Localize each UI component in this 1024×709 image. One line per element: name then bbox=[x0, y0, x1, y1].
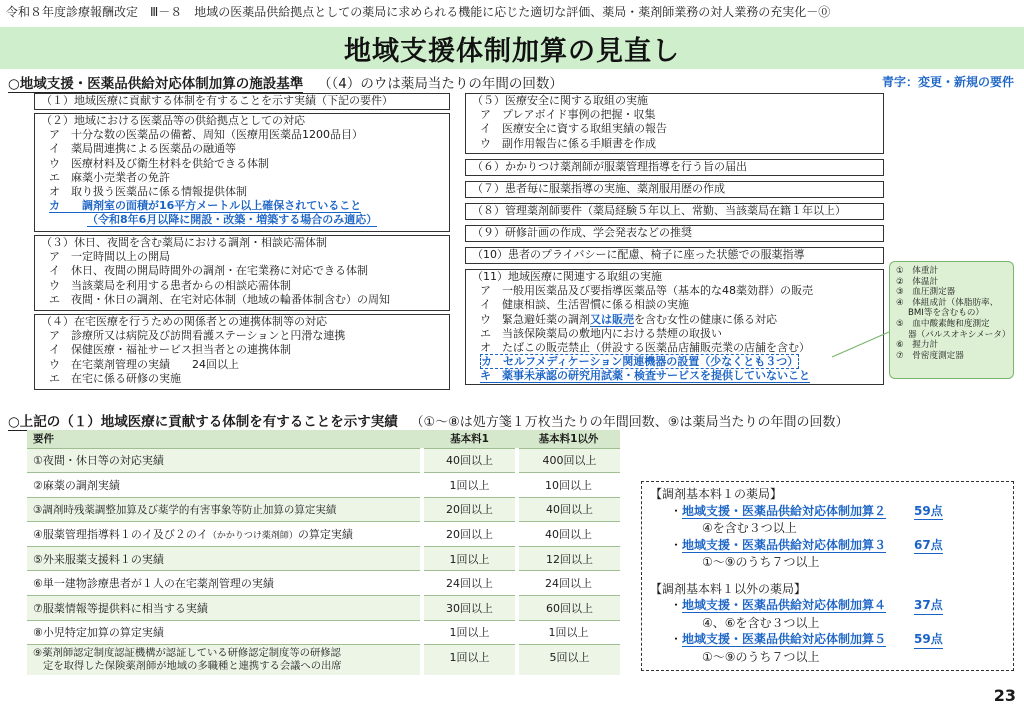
group2-item bbox=[650, 631, 1005, 649]
req1-line: （１）地域医療に貢献する体制を有することを示す実績（下記の要件） bbox=[41, 94, 393, 107]
row9-line1: ⑨薬剤師認定制度認証機構が認証している研修認定制度等の研修認 bbox=[33, 647, 341, 660]
table-cell-basic1: 20回以上 bbox=[422, 497, 517, 522]
section2-note: （①～⑧は処方箋１万枚当たりの年間回数、⑨は薬局当たりの年間の回数） bbox=[410, 415, 849, 430]
requirement-box-7 bbox=[465, 181, 884, 198]
table-row bbox=[27, 620, 620, 645]
row4-note: （かかりつけ薬剤師） bbox=[207, 531, 298, 542]
req4-item: イ 保健医療・福祉サービス担当者との連携体制 bbox=[49, 343, 291, 357]
req3-item: ウ 当該薬局を利用する患者からの相談応需体制 bbox=[49, 278, 291, 292]
table-row bbox=[27, 448, 620, 473]
equipment-item: ⑦ 骨密度測定器 bbox=[896, 350, 964, 361]
table-cell-req: ⑤外来服薬支援料１の実績 bbox=[27, 546, 422, 571]
addition-condition: ④を含む３つ以上 bbox=[702, 521, 797, 535]
requirement-box-4 bbox=[34, 314, 450, 390]
equipment-item: ① 体重計 bbox=[896, 266, 939, 276]
table-cell-req bbox=[27, 522, 422, 547]
page-title: 地域支援体制加算の見直し bbox=[344, 36, 680, 67]
addition-condition: ①～⑨のうち７つ以上 bbox=[702, 649, 820, 664]
table-cell-other: 10回以上 bbox=[517, 473, 620, 498]
req5-title: （５）医療安全に関する取組の実施 bbox=[472, 94, 648, 107]
addition-condition: ①～⑨のうち７つ以上 bbox=[702, 555, 820, 569]
req2-item-blue-note bbox=[35, 213, 449, 227]
addition-points: 59点 bbox=[914, 503, 943, 521]
req2-item: オ 取り扱う医薬品に係る情報提供体制 bbox=[49, 185, 247, 199]
requirement-box-6 bbox=[465, 159, 884, 176]
equipment-callout bbox=[889, 261, 1014, 379]
equipment-item: ⑥ 握力計 bbox=[896, 340, 939, 351]
req2-blue1: カ 調剤室の面積が16平方メートル以上確保されていること bbox=[49, 199, 362, 213]
addition-condition: ④、⑥を含む３つ以上 bbox=[702, 615, 820, 630]
req3-item: ア 一定時間以上の開局 bbox=[49, 250, 170, 264]
requirement-box-8 bbox=[465, 203, 884, 220]
table-row bbox=[27, 645, 620, 676]
req4-item: ウ 在宅薬剤管理の実績 24回以上 bbox=[49, 357, 239, 371]
req2-item: ウ 医療材料及び衛生材料を供給できる体制 bbox=[49, 156, 269, 170]
req11-ka-text: カ セルフメディケーション関連機器の設置（少なくとも３つ） bbox=[481, 355, 799, 369]
table-row bbox=[27, 473, 620, 498]
table-row bbox=[27, 546, 620, 571]
requirement-box-2 bbox=[34, 113, 450, 232]
section1-heading bbox=[8, 72, 563, 92]
table-cell-req: ⑥単一建物診療患者が１人の在宅薬剤管理の実績 bbox=[27, 571, 422, 596]
addition-name: 地域支援・医薬品供給対応体制加算４ bbox=[682, 598, 887, 612]
req5-item: イ 医療安全に資する取組実績の報告 bbox=[480, 122, 667, 136]
row4-tail: の算定実績 bbox=[297, 528, 353, 542]
blue-legend: 青字：変更・新規の要件 bbox=[881, 75, 1014, 89]
req10-line: （10）患者のプライバシーに配慮、椅子に座った状態での服薬指導 bbox=[472, 248, 805, 261]
table-cell-basic1: 1回以上 bbox=[422, 473, 517, 498]
table-cell-other: 40回以上 bbox=[517, 522, 620, 547]
req4-title: （４）在宅医療を行うための関係者との連携体制等の対応 bbox=[41, 315, 327, 328]
table-cell-req: ③調剤時残薬調整加算及び薬学的有害事象等防止加算の算定実績 bbox=[27, 497, 422, 522]
table-cell-other: 12回以上 bbox=[517, 546, 620, 571]
table-row bbox=[27, 522, 620, 547]
table-cell-req: ⑦服薬情報等提供料に相当する実績 bbox=[27, 596, 422, 621]
req11-u-pre: ウ 緊急避妊薬の調剤 bbox=[480, 312, 590, 326]
req9-line: （９）研修計画の作成、学会発表などの推奨 bbox=[472, 226, 692, 239]
requirement-box-5 bbox=[465, 93, 884, 154]
req3-item: イ 休日、夜間の開局時間外の調剤・在宅業務に対応できる体制 bbox=[49, 264, 368, 278]
req3-title: （３）休日、夜間を含む薬局における調剤・相談応需体制 bbox=[41, 236, 327, 249]
req4-item: ア 診療所又は病院及び訪問看護ステーションと円滑な連携 bbox=[49, 329, 346, 343]
req4-item: エ 在宅に係る研修の実施 bbox=[49, 371, 181, 385]
equipment-item: 器（パルスオキシメータ） bbox=[908, 329, 1011, 340]
addition-name: 地域支援・医薬品供給対応体制加算３ bbox=[682, 537, 887, 552]
group2-item bbox=[650, 597, 1005, 615]
req11-item-ka bbox=[466, 355, 883, 369]
group1-title: 【調剤基本料１の薬局】 bbox=[650, 487, 783, 501]
table-cell-other: 60回以上 bbox=[517, 596, 620, 621]
table-row bbox=[27, 596, 620, 621]
section1-heading-text: ○地域支援・医薬品供給対応体制加算の施設基準 bbox=[8, 76, 304, 92]
callout-line bbox=[832, 332, 889, 357]
req11-item-e: エ 当該保険薬局の敷地内における禁煙の取扱い bbox=[480, 326, 722, 340]
bullet: ・ bbox=[670, 537, 683, 552]
addition-points: 67点 bbox=[914, 537, 943, 555]
req11-title: （11）地域医療に関連する取組の実施 bbox=[472, 270, 662, 283]
req11-item-u bbox=[466, 313, 883, 327]
section1-note: （（4）のウは薬局当たりの年間の回数） bbox=[317, 76, 563, 92]
req2-item-blue bbox=[35, 199, 449, 213]
req2-title: （２）地域における医薬品等の供給拠点としての対応 bbox=[41, 114, 305, 127]
section2-heading bbox=[8, 410, 848, 430]
req11-u-post: を含む女性の健康に係る対応 bbox=[634, 312, 777, 326]
requirements-table bbox=[27, 430, 620, 675]
addition-points: 59点 bbox=[914, 631, 943, 649]
equipment-item: ④ 体組成計（体脂肪率、 bbox=[896, 297, 999, 308]
table-cell-basic1: 20回以上 bbox=[422, 522, 517, 547]
req7-line: （７）患者毎に服薬指導の実施、薬剤服用歴の作成 bbox=[472, 182, 725, 195]
table-cell-req bbox=[27, 645, 422, 676]
equipment-item: ③ 血圧測定器 bbox=[896, 287, 956, 298]
req2-item: ア 十分な数の医薬品の備蓄、周知（医療用医薬品1200品目） bbox=[49, 128, 363, 142]
req2-item: エ 麻薬小売業者の免許 bbox=[49, 170, 170, 184]
bullet: ・ bbox=[670, 598, 683, 612]
table-cell-basic1: 1回以上 bbox=[422, 645, 517, 676]
page-number: 23 bbox=[993, 686, 1016, 705]
requirement-box-10 bbox=[465, 247, 884, 264]
bullet: ・ bbox=[670, 503, 683, 518]
table-header-requirement: 要件 bbox=[27, 430, 422, 448]
table-cell-other: 400回以上 bbox=[517, 448, 620, 473]
table-cell-req: ①夜間・休日等の対応実績 bbox=[27, 448, 422, 473]
table-cell-basic1: 1回以上 bbox=[422, 546, 517, 571]
requirement-box-1 bbox=[34, 93, 450, 110]
req11-u-blue: 又は販売 bbox=[590, 312, 634, 326]
table-header-basic1: 基本料1 bbox=[422, 430, 517, 448]
group1-item bbox=[650, 537, 1005, 555]
table-cell-other: 1回以上 bbox=[517, 620, 620, 645]
requirement-box-9 bbox=[465, 225, 884, 242]
equipment-item: ② 体温計 bbox=[896, 276, 939, 287]
req11-item-ki bbox=[466, 369, 883, 383]
req11-item-o: オ たばこの販売禁止（併設する医薬品店舗販売業の店舗を含む） bbox=[480, 341, 810, 355]
section2-heading-text: ○上記の（１）地域医療に貢献する体制を有することを示す実績 bbox=[8, 414, 398, 430]
requirement-box-11 bbox=[465, 269, 884, 385]
equipment-item: BMI等を含むもの） bbox=[908, 308, 985, 319]
table-cell-other: 40回以上 bbox=[517, 497, 620, 522]
bullet: ・ bbox=[670, 632, 683, 646]
table-cell-req: ②麻薬の調剤実績 bbox=[27, 473, 422, 498]
addition-points: 37点 bbox=[914, 597, 943, 615]
table-cell-basic1: 30回以上 bbox=[422, 596, 517, 621]
addition-name: 地域支援・医薬品供給対応体制加算５ bbox=[682, 632, 887, 646]
requirement-box-3 bbox=[34, 235, 450, 311]
table-cell-basic1: 24回以上 bbox=[422, 571, 517, 596]
table-cell-basic1: 1回以上 bbox=[422, 620, 517, 645]
req5-item: ウ 副作用報告に係る手順書を作成 bbox=[480, 136, 656, 150]
row9-line2: 定を取得した保険薬剤師が地域の多職種と連携する会議への出席 bbox=[43, 660, 342, 673]
table-row bbox=[27, 497, 620, 522]
row4-text: ④服薬管理指導料１のイ及び２のイ bbox=[33, 528, 208, 542]
table-row bbox=[27, 571, 620, 596]
req11-item-i: イ 健康相談、生活習慣に係る相談の実施 bbox=[480, 298, 689, 312]
req11-item-a: ア 一般用医薬品及び要指導医薬品等（基本的な48薬効群）の販売 bbox=[480, 284, 813, 298]
group1-item bbox=[650, 503, 1005, 521]
equipment-item: ⑤ 血中酸素飽和度測定 bbox=[896, 318, 990, 329]
table-cell-basic1: 40回以上 bbox=[422, 448, 517, 473]
req2-item: イ 薬局間連携による医薬品の融通等 bbox=[49, 142, 236, 156]
req8-line: （８）管理薬剤師要件（薬局経験５年以上、常勤、当該薬局在籍１年以上） bbox=[472, 204, 846, 217]
req2-blue2: （令和8年6月以降に開設・改築・増築する場合のみ適応） bbox=[87, 213, 378, 227]
table-cell-other: 24回以上 bbox=[517, 571, 620, 596]
req11-ki-text: キ 薬事未承認の研究用試薬・検査サービスを提供していないこと bbox=[480, 369, 810, 383]
table-cell-req: ⑧小児特定加算の算定実績 bbox=[27, 620, 422, 645]
callout-connector bbox=[830, 330, 892, 360]
addition-name: 地域支援・医薬品供給対応体制加算２ bbox=[682, 503, 887, 518]
req5-item: ア プレアボイド事例の把握・収集 bbox=[480, 108, 656, 122]
pharmacy-addition-box bbox=[641, 481, 1014, 671]
group2-title: 【調剤基本料１以外の薬局】 bbox=[650, 581, 807, 596]
table-cell-other: 5回以上 bbox=[517, 645, 620, 676]
table-header-basic-other: 基本料1以外 bbox=[517, 430, 620, 448]
req6-line: （６）かかりつけ薬剤師が服薬管理指導を行う旨の届出 bbox=[472, 160, 747, 173]
req3-item: エ 夜間・休日の調剤、在宅対応体制（地域の輪番体制含む）の周知 bbox=[49, 292, 390, 306]
table-header-row bbox=[27, 430, 620, 448]
header-breadcrumb: 令和８年度診療報酬改定 Ⅲ－８ 地域の医薬品供給拠点としての薬局に求められる機能に応じた適切な評価、薬局・薬剤師業務の対人業務の充実化－⓪ bbox=[6, 5, 831, 19]
